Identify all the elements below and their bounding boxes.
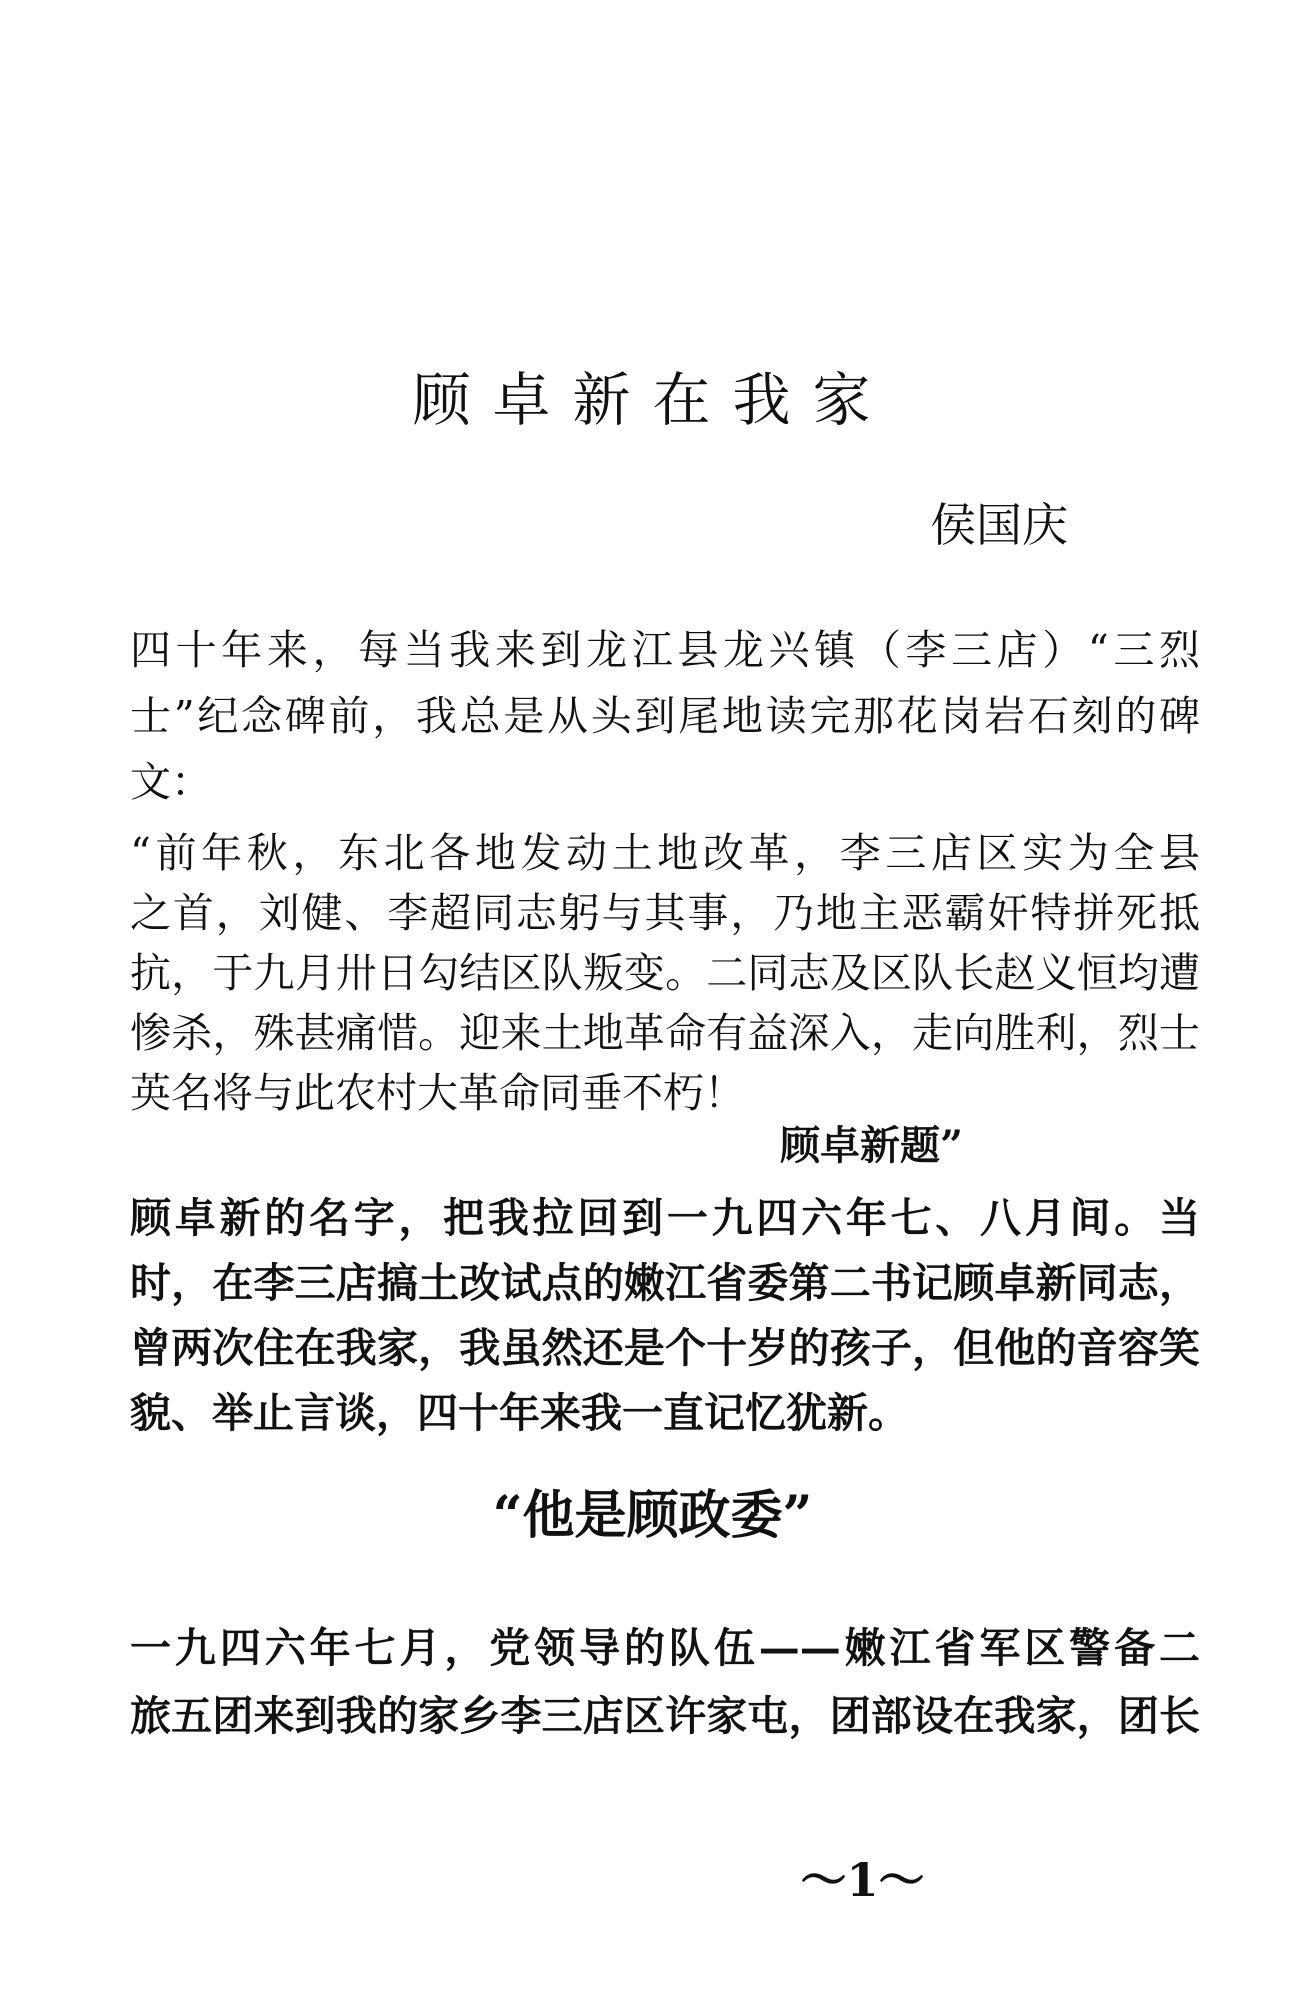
paragraph3-line-2: 旅五团来到我的家乡李三店区许家屯，团部设在我家，团长 [130, 1692, 1200, 1740]
section-heading: “他是顾政委” [492, 1485, 813, 1546]
intro-line-2: 士”纪念碑前，我总是从头到尾地读完那花岗岩石刻的碑 [130, 692, 1200, 740]
inscription-line-1: “前年秋，东北各地发动土地改革，李三店区实为全县 [130, 829, 1200, 877]
paragraph2-line-1: 顾卓新的名字，把我拉回到一九四六年七、八月间。当 [130, 1194, 1200, 1242]
inscription-signature: 顾卓新题” [780, 1122, 964, 1169]
paragraph2-line-3: 曾两次住在我家，我虽然还是个十岁的孩子，但他的音容笑 [130, 1324, 1200, 1372]
page-number: ～1～ [800, 1853, 925, 1907]
inscription-line-5: 英名将与此农村大革命同垂不朽！ [130, 1069, 745, 1117]
intro-line-3: 文： [130, 758, 212, 806]
paragraph3-line-1: 一九四六年七月，党领导的队伍——嫩江省军区警备二 [130, 1624, 1200, 1672]
inscription-line-2: 之首，刘健、李超同志躬与其事，乃地主恶霸奸特拼死抵 [130, 889, 1200, 937]
paragraph2-line-4: 貌、举止言谈，四十年来我一直记忆犹新。 [130, 1389, 909, 1437]
intro-line-1: 四十年来，每当我来到龙江县龙兴镇（李三店）“三烈 [130, 626, 1200, 674]
author-name: 侯国庆 [930, 498, 1068, 552]
paragraph2-line-2: 时，在李三店搞土改试点的嫩江省委第二书记顾卓新同志， [130, 1259, 1200, 1307]
article-title: 顾卓新在我家 [412, 366, 893, 434]
inscription-line-3: 抗，于九月卅日勾结区队叛变。二同志及区队长赵义恒均遭 [130, 949, 1200, 997]
inscription-line-4: 惨杀，殊甚痛惜。迎来土地革命有益深入，走向胜利，烈士 [130, 1009, 1200, 1057]
